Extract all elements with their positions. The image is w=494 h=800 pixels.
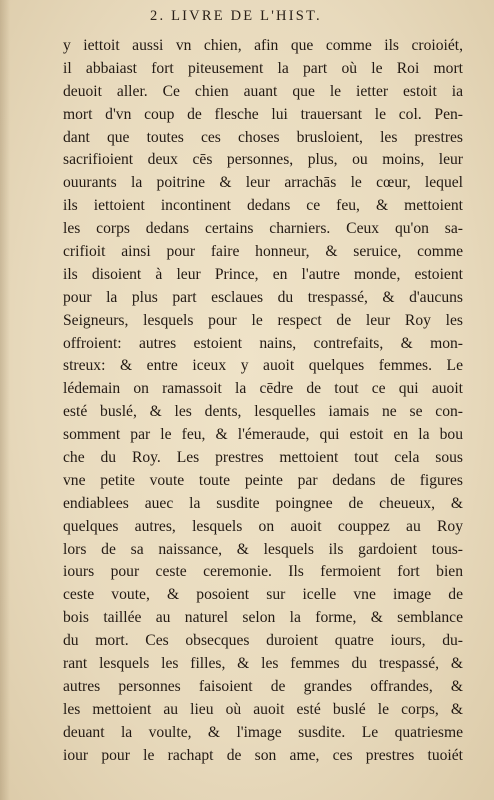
text-line: esté buslé, & les dents, lesquelles iamais ne se con-: [63, 403, 463, 421]
text-line: autres personnes faisoient de grandes offrandes, &: [63, 677, 463, 695]
text-line: dant que toutes ces choses brusloient, les prestres: [63, 128, 463, 146]
text-line: les corps dedans certains charniers. Ceux qu'on sa-: [63, 220, 463, 238]
text-line: sacrifioient deux cēs personnes, plus, ou moins, leur: [63, 151, 463, 169]
text-line: quelques autres, lesquels on auoit couppez au Roy: [63, 517, 463, 535]
text-line: somment par le feu, & l'émeraude, qui estoit en la bou: [63, 426, 463, 444]
text-line: crifioit ainsi pour faire honneur, & seruice, comme: [63, 243, 463, 261]
text-line: iour pour le rachapt de son ame, ces prestres tuoiét: [63, 746, 463, 764]
body-text: [63, 35, 463, 768]
text-line: ceste voute, & posoient sur icelle vne image de: [63, 586, 463, 604]
text-line: ils iettoient incontinent dedans ce feu, & mettoient: [63, 197, 463, 215]
text-line: deuant la voulte, & l'image susdite. Le quatriesme: [63, 723, 463, 741]
text-line: che du Roy. Les prestres mettoient tout cela sous: [63, 449, 463, 467]
text-line: lors de sa naissance, & lesquels ils gardoient tous-: [63, 540, 463, 558]
text-line: vne petite voute toute peinte par dedans de figures: [63, 471, 463, 489]
text-line: lédemain on ramassoit la cēdre de tout ce qui auoit: [63, 380, 463, 398]
text-line: deuoit aller. Ce chien auant que le ietter estoit ia: [63, 82, 463, 100]
text-line: Seigneurs, lesquels pour le respect de leur Roy les: [63, 311, 463, 329]
text-line: streux: & entre iceux y auoit quelques femmes. Le: [63, 357, 463, 375]
text-line: ils disoient à leur Prince, en l'autre monde, estoient: [63, 265, 463, 283]
text-line: ouurants la poitrine & leur arrachās le cœur, lequel: [63, 174, 463, 192]
text-line: offroient: autres estoient nains, contrefaits, & mon-: [63, 334, 463, 352]
text-line: les mettoient au lieu où auoit esté buslé le corps, &: [63, 700, 463, 718]
text-line: bois taillée au naturel selon la forme, & semblance: [63, 609, 463, 627]
text-line: iours pour ceste ceremonie. Ils fermoient fort bien: [63, 563, 463, 581]
binding-shadow: [0, 0, 10, 800]
text-line: mort d'vn coup de flesche lui trauersant le col. Pen-: [63, 105, 463, 123]
text-line: du mort. Ces obsecques duroient quatre iours, du-: [63, 632, 463, 650]
text-line: il abbaiast fort piteusement la part où le Roi mort: [63, 59, 463, 77]
text-line: y iettoit aussi vn chien, afin que comme ils croioiét,: [63, 37, 463, 54]
text-line: endiablees auec la susdite poingnee de cheueux, &: [63, 494, 463, 512]
text-line: rant lesquels les filles, & les femmes du trespassé, &: [63, 655, 463, 673]
running-head: 2. LIVRE DE L'HIST.: [150, 8, 322, 24]
text-line: pour la plus part esclaues du trespassé, & d'aucuns: [63, 288, 463, 306]
